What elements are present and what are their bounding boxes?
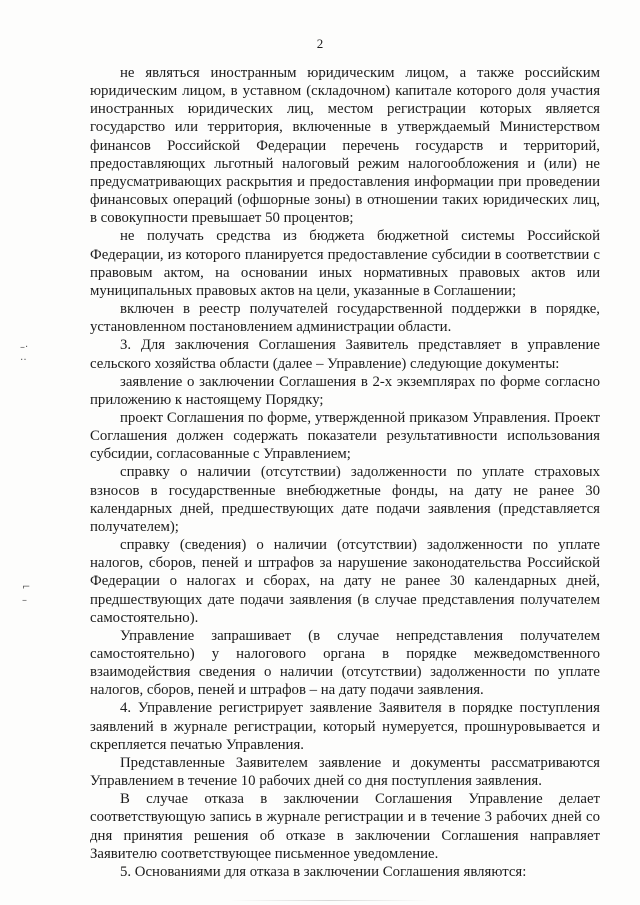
page-number: 2 <box>316 36 324 51</box>
margin-mark: ‥ <box>20 352 27 363</box>
paragraph-section-5: 5. Основаниями для отказа в заключении Соглашения являются: <box>120 863 527 880</box>
paragraph-section-3: 3. Для заключения Соглашения Заявитель представляет в управление сельского хозяйства области (далее – Управление) следующие документы: <box>90 337 600 372</box>
margin-mark: ⌐ <box>22 582 31 593</box>
paragraph-insurance-certificate: справку о наличии (отсутствии) задолженности по уплате страховых взносов в государственные внебюджетные фонды, на дату не ранее 30 календарных дней, предшествующих дате подачи заявления (представляется получателем); <box>90 464 600 535</box>
paragraph-no-budget-funds-condition: не получать средства из бюджета бюджетной системы Российской Федерации, из которого планируется предоставление субсидии в соответствии с правовым актом, на основании иных нормативных правовых актов или муниципальных правовых актов на цели, указанные в Соглашении; <box>90 228 600 299</box>
scan-artifact <box>230 900 430 901</box>
paragraph-agreement-draft: проект Соглашения по форме, утвержденной приказом Управления. Проект Соглашения должен содержать показатели результативности использования субсидии, согласованные с Управлением; <box>90 409 600 463</box>
paragraph-registry-condition: включен в реестр получателей государственной поддержки в порядке, установленном постановлением администрации области. <box>90 301 600 336</box>
paragraph-section-4: 4. Управление регистрирует заявление Заявителя в порядке поступления заявлений в журнале регистрации, который нумеруется, прошнуровывается и скрепляется печатью Управления. <box>90 700 600 753</box>
paragraph-tax-certificate: справку (сведения) о наличии (отсутствии) задолженности по уплате налогов, сборов, пеней и штрафов за нарушение законодательства Российской Федерации о налогах и сборах, на дату не ранее 30 календарных дней, предшествующих дате подачи заявления (в случае представления получателем самостоятельно). <box>90 537 600 626</box>
margin-mark: – <box>22 595 27 606</box>
paragraph-refusal-procedure: В случае отказа в заключении Соглашения Управление делает соответствующую запись в журнале регистрации и в течение 3 рабочих дней со дня принятия решения об отказе в заключении Соглашения направляет Заявителю соответствующее письменное уведомление. <box>90 791 600 862</box>
document-body <box>90 64 600 881</box>
paragraph-application-document: заявление о заключении Соглашения в 2-х экземплярах по форме согласно приложению к настоящему Порядку; <box>90 373 600 408</box>
paragraph-foreign-entity-condition: не являться иностранным юридическим лицом, а также российским юридическим лицом, в уставном (складочном) капитале которого доля участия иностранных юридических лиц, местом регистрации которых является государство или территория, включенные в утверждаемый Министерством финансов Российской Федерации перечень государств и территорий, предоставляющих льготный налоговый режим налогообложения и (или) не предусматривающих раскрытия и предоставления информации при проведении финансовых операций (офшорные зоны) в отношении таких юридических лиц, в совокупности превышает 50 процентов; <box>90 65 600 227</box>
paragraph-review-period: Представленные Заявителем заявление и документы рассматриваются Управлением в течение 10 рабочих дней со дня поступления заявления. <box>90 754 600 790</box>
margin-mark: –· <box>20 342 29 353</box>
paragraph-interagency-request: Управление запрашивает (в случае непредставления получателем самостоятельно) у налогового органа в порядке межведомственного взаимодействия сведения о наличии (отсутствии) задолженности по уплате налогов, сборов, пеней и штрафов – на дату подачи заявления. <box>90 627 600 699</box>
